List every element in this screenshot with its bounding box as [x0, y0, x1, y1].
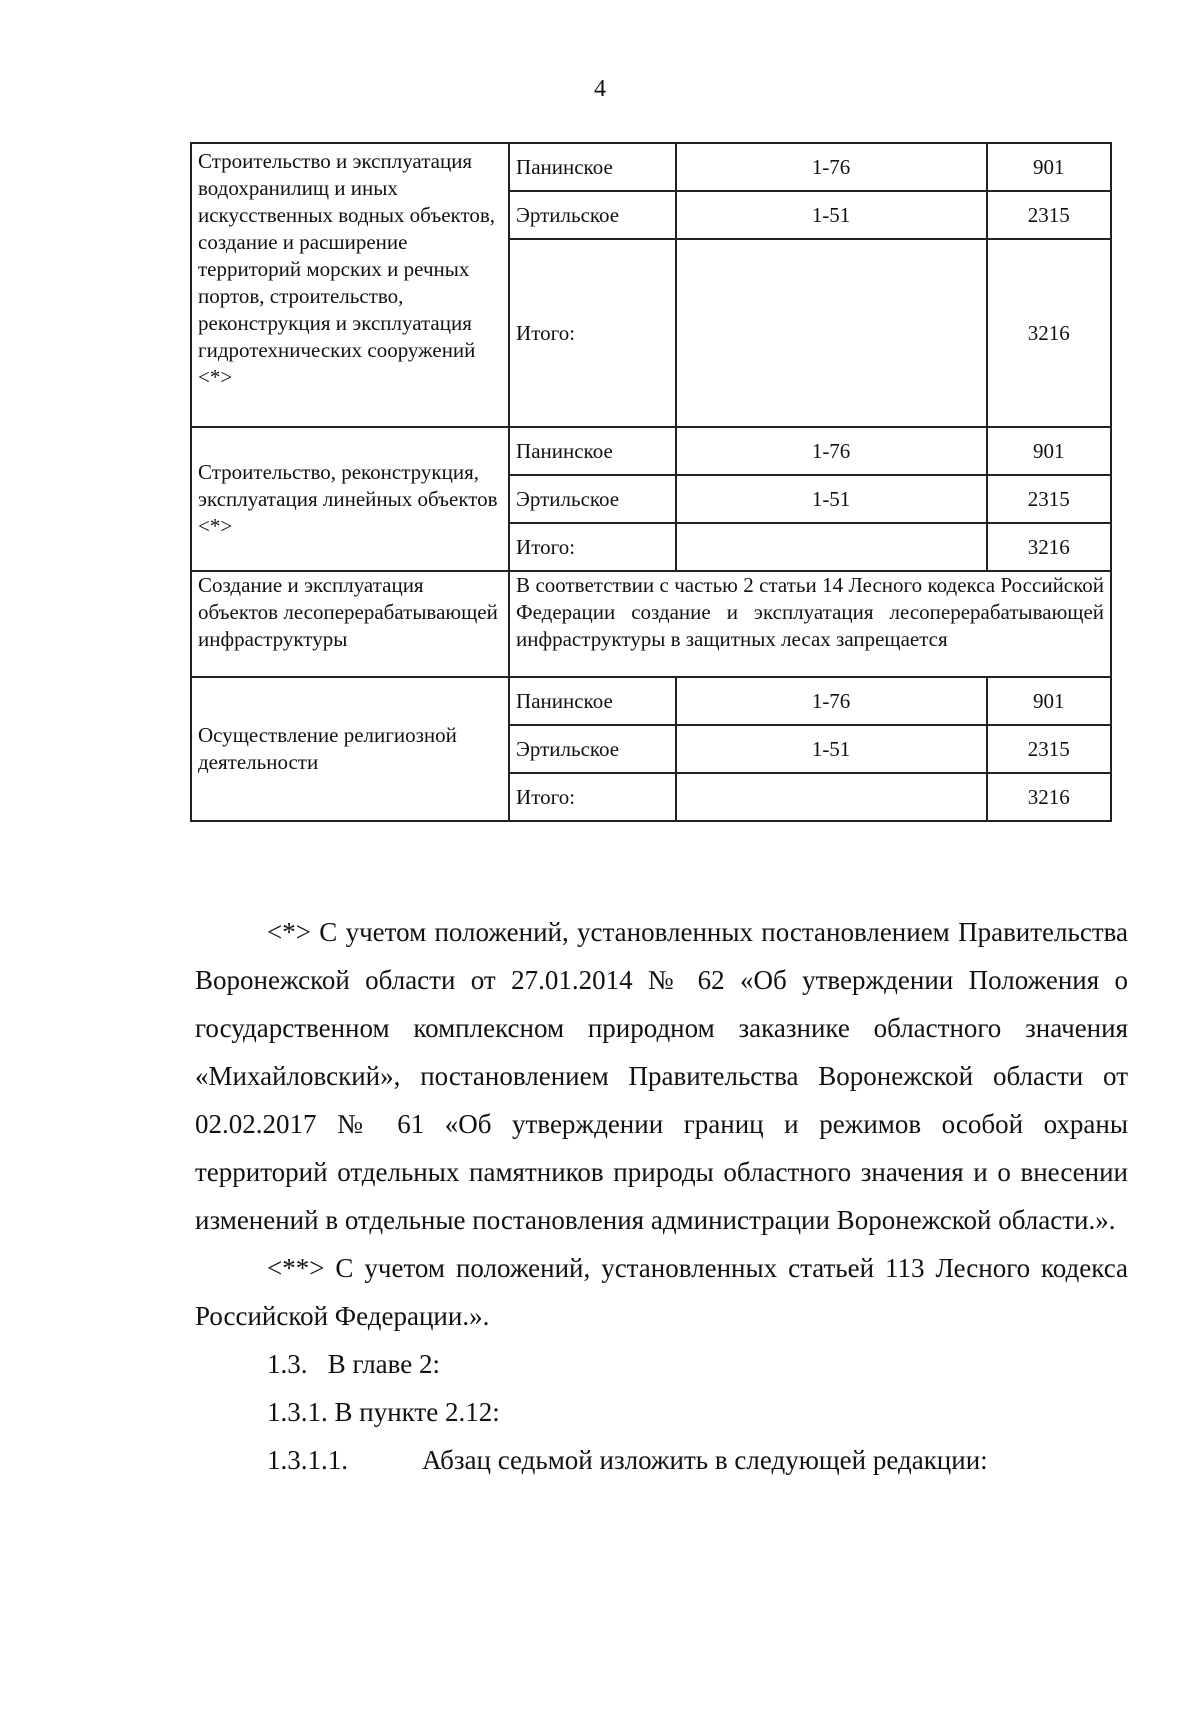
- forestry-cell: Панинское: [509, 677, 676, 725]
- item-1-3-1: 1.3.1. В пункте 2.12:: [267, 1397, 500, 1427]
- table-row: [191, 427, 1111, 475]
- footnote-two: <**> С учетом положений, установленных статьей 113 Лесного кодекса Российской Федерации.».: [195, 1253, 1128, 1331]
- forestry-cell: Панинское: [509, 143, 676, 191]
- area-cell: 2315: [987, 191, 1111, 239]
- activity-cell: Строительство и эксплуатация водохранилищ и иных искусственных водных объектов, создание и расширение территорий морских и речных портов, строительство, реконструкция и эксплуатация гидротехнических сооружений <*>: [191, 143, 509, 427]
- land-use-table: [190, 142, 1112, 822]
- forestry-cell: Панинское: [509, 427, 676, 475]
- quarters-cell: [676, 523, 987, 571]
- area-cell: 3216: [987, 773, 1111, 821]
- item-1-3-1-1-text: Абзац седьмой изложить в следующей редакции:: [422, 1445, 988, 1475]
- area-cell: 901: [987, 143, 1111, 191]
- footnote-one: <*> С учетом положений, установленных постановлением Правительства Воронежской области от 27.01.2014 № 62 «Об утверждении Положения о государственном комплексном природном заказнике областного значения «Михайловский», постановлением Правительства Воронежской области от 02.02.2017 № 61 «Об утверждении границ и режимов особой охраны территорий отдельных памятников природы областного значения и о внесении изменений в отдельные постановления администрации Воронежской области.».: [195, 917, 1128, 1235]
- area-cell: 2315: [987, 475, 1111, 523]
- prohibition-notice: В соответствии с частью 2 статьи 14 Лесного кодекса Российской Федерации создание и эксплуатация лесоперерабатывающей инфраструктуры в защитных лесах запрещается: [509, 571, 1111, 677]
- area-cell: 901: [987, 677, 1111, 725]
- quarters-cell: 1-51: [676, 475, 987, 523]
- item-1-3-text: В главе 2:: [327, 1349, 440, 1379]
- forestry-cell: Итого:: [509, 239, 676, 427]
- quarters-cell: [676, 239, 987, 427]
- forestry-cell: Эртильское: [509, 191, 676, 239]
- quarters-cell: [676, 773, 987, 821]
- forestry-cell: Эртильское: [509, 475, 676, 523]
- page-number: 4: [594, 76, 606, 102]
- area-cell: 3216: [987, 239, 1111, 427]
- activity-cell: Осуществление религиозной деятельности: [191, 677, 509, 821]
- item-1-3-number: 1.3.: [267, 1349, 308, 1379]
- area-cell: 2315: [987, 725, 1111, 773]
- table-row: [191, 143, 1111, 191]
- area-cell: 3216: [987, 523, 1111, 571]
- item-1-3-1-1: [195, 1436, 1128, 1484]
- item-1-3: [195, 1340, 1128, 1388]
- quarters-cell: 1-76: [676, 677, 987, 725]
- forestry-cell: Эртильское: [509, 725, 676, 773]
- activity-cell: Создание и эксплуатация объектов лесоперерабатывающей инфраструктуры: [191, 571, 509, 677]
- table-row: [191, 571, 1111, 677]
- table-row: [191, 677, 1111, 725]
- quarters-cell: 1-51: [676, 191, 987, 239]
- quarters-cell: 1-76: [676, 427, 987, 475]
- footnotes-section: [195, 908, 1128, 1484]
- forestry-cell: Итого:: [509, 773, 676, 821]
- activity-cell: Строительство, реконструкция, эксплуатация линейных объектов <*>: [191, 427, 509, 571]
- quarters-cell: 1-76: [676, 143, 987, 191]
- item-1-3-1-1-number: 1.3.1.1.: [267, 1445, 348, 1475]
- quarters-cell: 1-51: [676, 725, 987, 773]
- forestry-cell: Итого:: [509, 523, 676, 571]
- area-cell: 901: [987, 427, 1111, 475]
